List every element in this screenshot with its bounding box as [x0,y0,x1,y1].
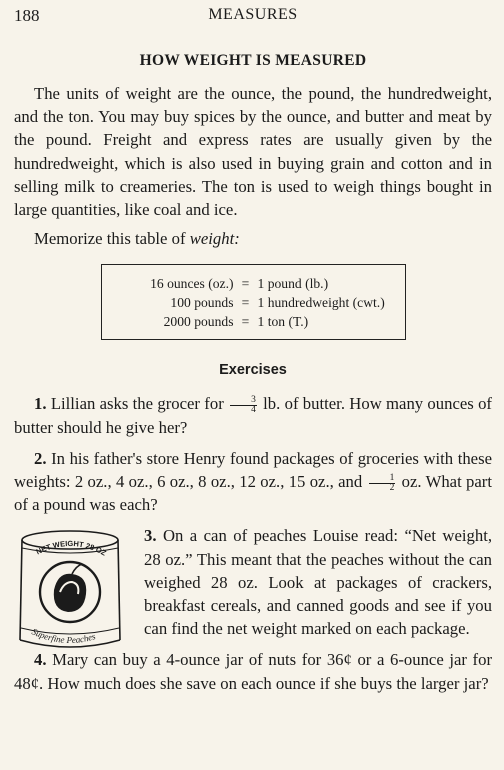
fraction-denominator: 2 [389,482,395,493]
table-cell-eq: = [241,276,250,292]
exercise-number: 1. [34,394,47,414]
intro-paragraph: The units of weight are the ounce, the pound, the hundredweight, and the ton. You may buy spices by the ounce, and butter and meat by the pound. Freight and express rates are usually given by the hundredweight, which is also used in buying grain and cotton and in selling milk to creameries. The ton is used to weigh things bought in large quantities, like coal and ice. [14,84,492,220]
exercise-text: On a can of peaches Louise read: “Net weight, 28 oz.” This meant that the peaches without the can weighed 28 oz. Look at packages of crackers, breakfast cereals, and canned goods and see if you can find the net weight marked on each package. [144,526,492,639]
fraction [369,474,396,493]
table-cell-right: 1 pound (lb.) [257,276,329,292]
exercise-text: In his father's store Henry found packages of groceries with these weights: 2 oz., 4 oz., 6 oz., 8 oz., 12 oz., 15 oz., and [14,448,492,492]
page-number: 188 [14,6,40,25]
table-cell-eq: = [241,295,250,311]
peach-can-illustration [14,528,126,654]
exercise-3 [144,524,492,640]
can-label-top: NET WEIGHT 28 OZ [34,539,108,559]
exercise-2 [14,447,492,517]
page-header [14,6,492,28]
table-cell-eq: = [241,314,250,330]
exercises-heading: Exercises [219,362,287,379]
table-cell-right: 1 hundredweight (cwt.) [257,295,385,311]
exercise-text: Mary can buy a 4-ounce jar of nuts for 36¢ or a 6-ounce jar for 48¢. How much does she save on each ounce if she buys the larger jar? [14,650,492,693]
fraction-numerator: 1 [369,474,396,484]
memorize-italic: weight: [189,229,240,249]
exercise-number: 3. [144,526,157,546]
exercise-text: lb. of butter. How many ounces of butter should he give her? [14,394,492,437]
memorize-text: Memorize this table of [34,229,190,249]
table-row [112,274,395,293]
table-row [112,293,395,312]
exercise-1 [14,392,492,438]
weight-table [101,264,406,340]
table-cell-left: 2000 pounds [163,314,234,330]
exercise-number: 4. [34,650,47,670]
table-cell-left: 16 ounces (oz.) [150,276,234,292]
fraction-numerator: 3 [230,396,257,406]
exercise-text: oz. What part of a pound was each? [14,472,492,515]
exercise-number: 2. [34,448,47,468]
exercise-text: Lillian asks the grocer for [46,394,229,414]
table-cell-left: 100 pounds [170,295,234,311]
fraction [230,396,257,415]
can-label-bottom: Superfine Peaches [30,626,97,646]
table-cell-right: 1 ton (T.) [257,314,309,330]
book-page [14,6,492,703]
memorize-line [34,227,492,250]
exercise-3-block [14,524,492,646]
exercise-4 [14,648,492,694]
running-title: MEASURES [208,6,298,23]
table-row [112,312,395,331]
fraction-denominator: 4 [251,405,256,416]
section-title: HOW WEIGHT IS MEASURED [139,52,367,69]
